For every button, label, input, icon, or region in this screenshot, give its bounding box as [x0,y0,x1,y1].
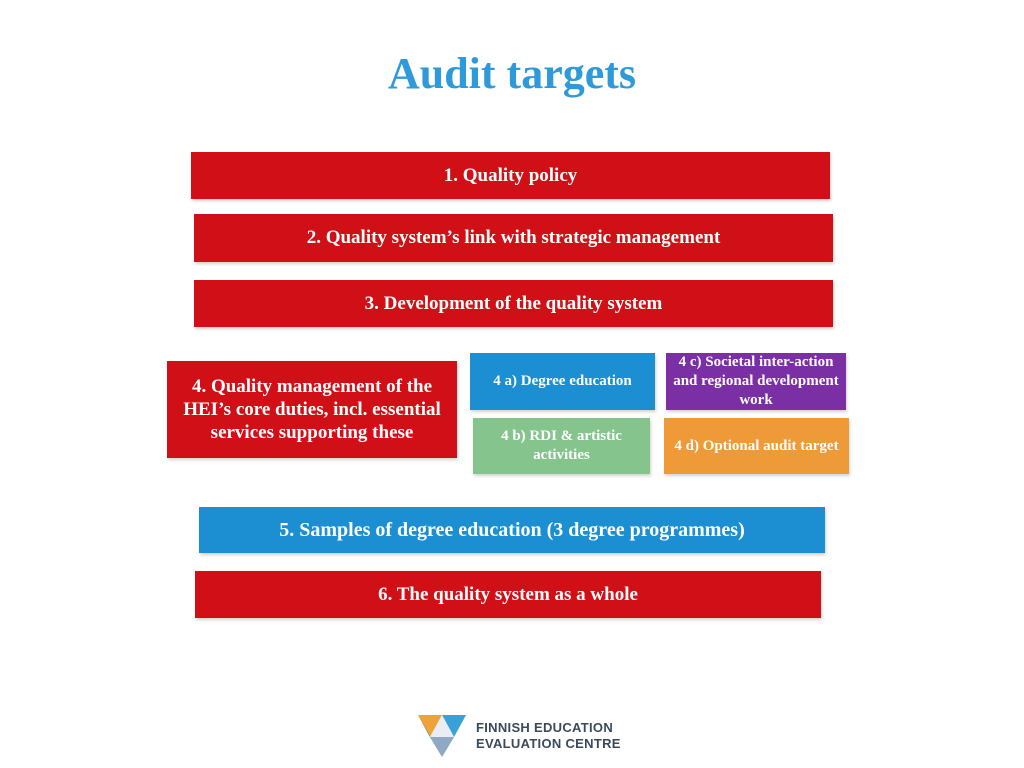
page-title: Audit targets [387,49,637,98]
target-6-whole-system: 6. The quality system as a whole [195,571,821,618]
target-4d-optional: 4 d) Optional audit target [664,418,849,474]
target-4a-degree-education: 4 a) Degree education [470,353,655,410]
organization-logo [414,711,621,761]
logo-text-line-2: EVALUATION CENTRE [476,736,621,751]
triangle-logo-icon [414,711,470,761]
target-4-core-duties: 4. Quality management of the HEI’s core duties, incl. essential services supporting these [167,361,457,458]
target-4b-rdi: 4 b) RDI & artistic activities [473,418,650,474]
target-1-quality-policy: 1. Quality policy [191,152,830,199]
target-2-strategic-management: 2. Quality system’s link with strategic management [194,214,833,262]
logo-text-line-1: FINNISH EDUCATION [476,720,614,735]
target-5-samples: 5. Samples of degree education (3 degree programmes) [199,507,825,553]
target-3-development: 3. Development of the quality system [194,280,833,327]
target-4c-societal-interaction: 4 c) Societal inter-action and regional development work [666,353,846,410]
